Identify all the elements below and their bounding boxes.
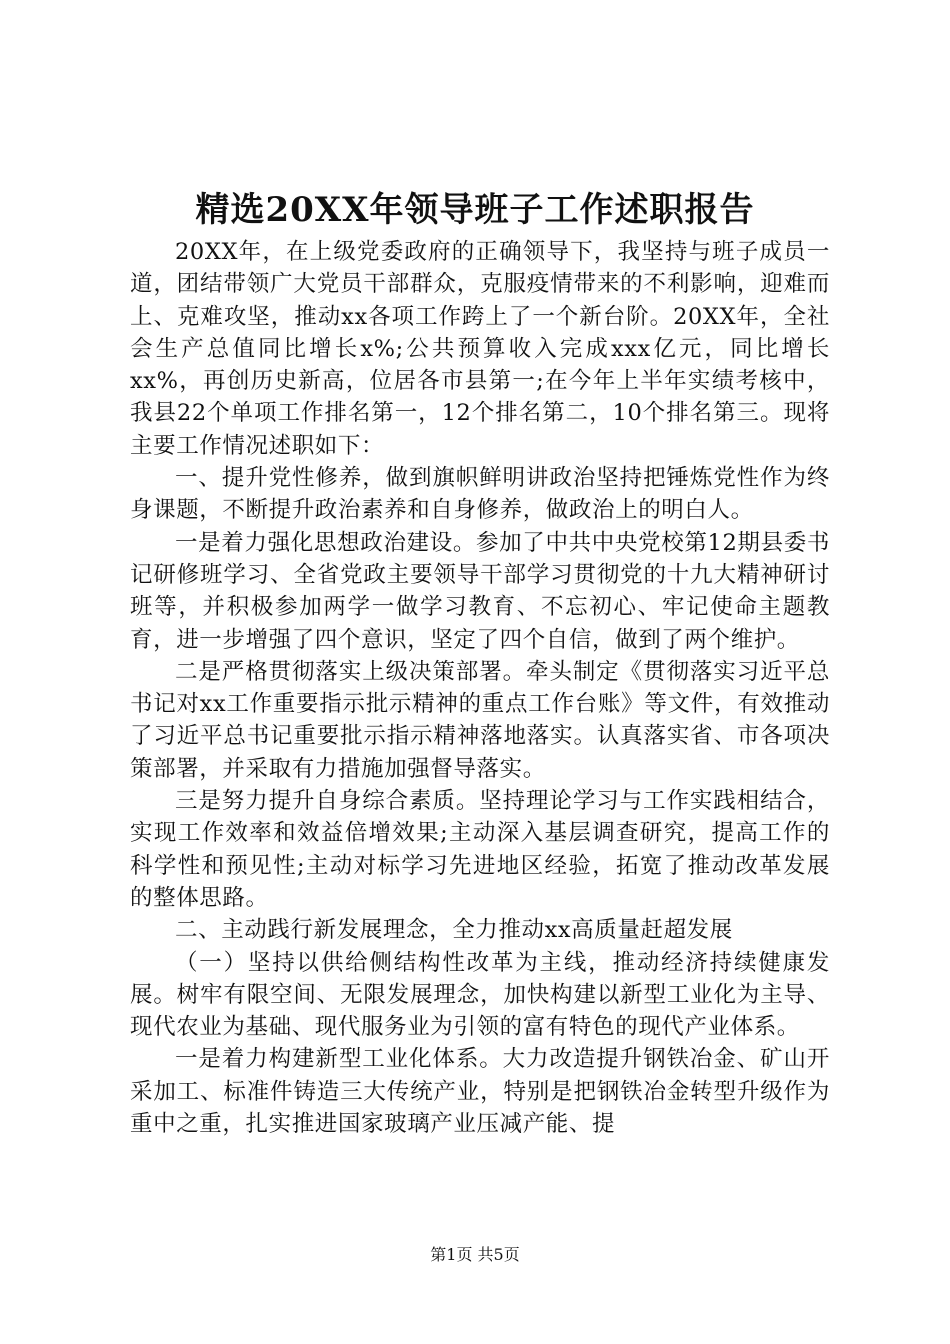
paragraph: （一）坚持以供给侧结构性改革为主线，推动经济持续健康发展。树牢有限空间、无限发展理念，加快构建以新型工业化为主导、现代农业为基础、现代服务业为引领的富有特色的现代产业体系。 [130, 949, 830, 1041]
paragraph: 一是着力构建新型工业化体系。大力改造提升钢铁冶金、矿山开采加工、标准件铸造三大传统产业，特别是把钢铁冶金转型升级作为重中之重，扎实推进国家玻璃产业压减产能、提 [130, 1046, 830, 1138]
document-body [130, 236, 830, 1140]
paragraph: 二、主动践行新发展理念，全力推动xx高质量赶超发展 [175, 917, 733, 944]
paragraph: 20XX年，在上级党委政府的正确领导下，我坚持与班子成员一道，团结带领广大党员干部群众，克服疫情带来的不利影响，迎难而上、克难攻坚，推动xx各项工作跨上了一个新台阶。20XX年，全社会生产总值同比增长x%;公共预算收入完成xxx亿元，同比增长xx%，再创历史新高，位居各市县第一;在今年上半年实绩考核中，我县22个单项工作排名第一，12个排名第二，10个排名第三。现将主要工作情况述职如下： [130, 239, 830, 459]
paragraph: 一、提升党性修养，做到旗帜鲜明讲政治坚持把锤炼党性作为终身课题，不断提升政治素养和自身修养，做政治上的明白人。 [130, 465, 830, 524]
page-footer: 第1页 共5页 [430, 1245, 520, 1264]
paragraph: 三是努力提升自身综合素质。坚持理论学习与工作实践相结合，实现工作效率和效益倍增效果;主动深入基层调查研究，提高工作的科学性和预见性;主动对标学习先进地区经验，拓宽了推动改革发展的整体思路。 [130, 788, 830, 911]
paragraph: 二是严格贯彻落实上级决策部署。牵头制定《贯彻落实习近平总书记对xx工作重要指示批示精神的重点工作台账》等文件，有效推动了习近平总书记重要批示指示精神落地落实。认真落实省、市各项决策部署，并采取有力措施加强督导落实。 [130, 658, 830, 782]
paragraph: 一是着力强化思想政治建设。参加了中共中央党校第12期县委书记研修班学习、全省党政主要领导干部学习贯彻党的十九大精神研讨班等，并积极参加两学一做学习教育、不忘初心、牢记使命主题教育，进一步增强了四个意识，坚定了四个自信，做到了两个维护。 [130, 529, 830, 653]
document-title: 精选20XX年领导班子工作述职报告 [195, 190, 755, 230]
